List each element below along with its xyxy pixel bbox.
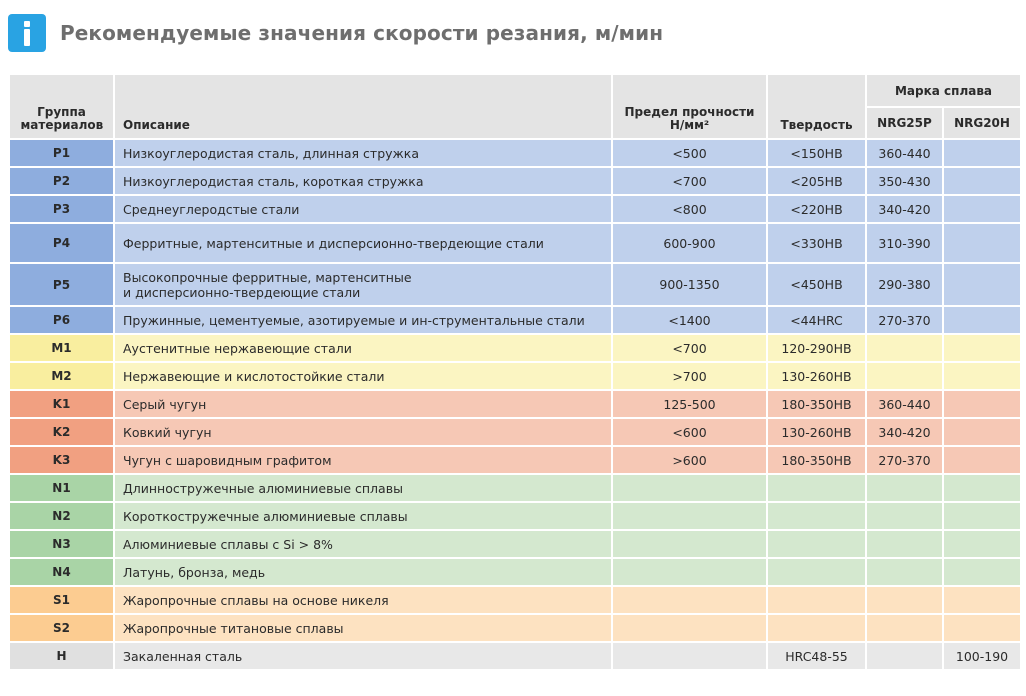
- group-code: M2: [10, 363, 113, 389]
- strength-value: <600: [613, 419, 766, 445]
- grade-nrg25p-value: 270-370: [867, 447, 942, 473]
- table-row: [10, 307, 1020, 333]
- hardness-value: <450HB: [768, 264, 865, 305]
- grade-nrg20h-value: [944, 140, 1020, 166]
- description: Длинностружечные алюминиевые сплавы: [115, 475, 611, 501]
- group-code: M1: [10, 335, 113, 361]
- description: Закаленная сталь: [115, 643, 611, 669]
- grade-nrg20h-value: [944, 307, 1020, 333]
- grade-nrg20h-value: [944, 419, 1020, 445]
- table-row: [10, 475, 1020, 501]
- grade-nrg20h-value: [944, 503, 1020, 529]
- description: Аустенитные нержавеющие стали: [115, 335, 611, 361]
- hardness-value: <205HB: [768, 168, 865, 194]
- strength-value: <500: [613, 140, 766, 166]
- description: Жаропрочные сплавы на основе никеля: [115, 587, 611, 613]
- strength-value: 600-900: [613, 224, 766, 262]
- description: Ковкий чугун: [115, 419, 611, 445]
- group-code: P2: [10, 168, 113, 194]
- header-grade-nrg20h: NRG20H: [944, 108, 1020, 138]
- hardness-value: <44HRC: [768, 307, 865, 333]
- grade-nrg20h-value: [944, 615, 1020, 641]
- group-code: N4: [10, 559, 113, 585]
- table-row: [10, 168, 1020, 194]
- hardness-value: 130-260HB: [768, 363, 865, 389]
- description: Серый чугун: [115, 391, 611, 417]
- strength-value: [613, 559, 766, 585]
- description: Чугун с шаровидным графитом: [115, 447, 611, 473]
- grade-nrg25p-value: 290-380: [867, 264, 942, 305]
- grade-nrg25p-value: 360-440: [867, 140, 942, 166]
- table-row: [10, 559, 1020, 585]
- group-code: K1: [10, 391, 113, 417]
- grade-nrg25p-value: 350-430: [867, 168, 942, 194]
- hardness-value: <330HB: [768, 224, 865, 262]
- grade-nrg20h-value: [944, 587, 1020, 613]
- hardness-value: [768, 475, 865, 501]
- hardness-value: <150HB: [768, 140, 865, 166]
- grade-nrg20h-value: [944, 264, 1020, 305]
- grade-nrg25p-value: [867, 475, 942, 501]
- table-row: [10, 224, 1020, 262]
- header-material-group: Группа материалов: [10, 75, 113, 138]
- grade-nrg25p-value: [867, 587, 942, 613]
- table-row: [10, 587, 1020, 613]
- table-row: [10, 264, 1020, 305]
- strength-value: >600: [613, 447, 766, 473]
- strength-value: 900-1350: [613, 264, 766, 305]
- grade-nrg20h-value: [944, 363, 1020, 389]
- strength-value: [613, 615, 766, 641]
- group-code: P4: [10, 224, 113, 262]
- hardness-value: [768, 531, 865, 557]
- hardness-value: 180-350HB: [768, 447, 865, 473]
- hardness-value: [768, 615, 865, 641]
- strength-value: [613, 587, 766, 613]
- grade-nrg25p-value: [867, 503, 942, 529]
- grade-nrg25p-value: [867, 643, 942, 669]
- grade-nrg20h-value: [944, 559, 1020, 585]
- grade-nrg20h-value: [944, 475, 1020, 501]
- group-code: P3: [10, 196, 113, 222]
- grade-nrg20h-value: 100-190: [944, 643, 1020, 669]
- group-code: P5: [10, 264, 113, 305]
- description: Ферритные, мартенситные и дисперсионно-твердеющие стали: [115, 224, 611, 262]
- grade-nrg20h-value: [944, 224, 1020, 262]
- table-row: [10, 615, 1020, 641]
- description: Жаропрочные титановые сплавы: [115, 615, 611, 641]
- group-code: P6: [10, 307, 113, 333]
- group-code: H: [10, 643, 113, 669]
- description: [115, 264, 611, 305]
- grade-nrg20h-value: [944, 168, 1020, 194]
- strength-value: [613, 643, 766, 669]
- grade-nrg20h-value: [944, 335, 1020, 361]
- info-icon: [8, 14, 46, 52]
- group-code: K3: [10, 447, 113, 473]
- strength-value: <1400: [613, 307, 766, 333]
- table-row: [10, 391, 1020, 417]
- grade-nrg25p-value: [867, 335, 942, 361]
- table-row: [10, 419, 1020, 445]
- strength-value: [613, 475, 766, 501]
- description: Низкоуглеродистая сталь, короткая стружка: [115, 168, 611, 194]
- table-row: [10, 643, 1020, 669]
- group-code: P1: [10, 140, 113, 166]
- grade-nrg20h-value: [944, 531, 1020, 557]
- hardness-value: [768, 559, 865, 585]
- description: Нержавеющие и кислотостойкие стали: [115, 363, 611, 389]
- grade-nrg25p-value: [867, 615, 942, 641]
- grade-nrg25p-value: 360-440: [867, 391, 942, 417]
- hardness-value: 180-350HB: [768, 391, 865, 417]
- strength-value: [613, 503, 766, 529]
- description: Короткостружечные алюминиевые сплавы: [115, 503, 611, 529]
- strength-value: <700: [613, 335, 766, 361]
- header-hardness: Твердость: [768, 75, 865, 138]
- strength-value: >700: [613, 363, 766, 389]
- description-line-2: и дисперсионно-твердеющие стали: [123, 284, 361, 300]
- header-grade-group: Марка сплава: [867, 75, 1020, 106]
- page-title: Рекомендуемые значения скорости резания, м/мин: [60, 21, 664, 45]
- grade-nrg25p-value: 270-370: [867, 307, 942, 333]
- group-code: S2: [10, 615, 113, 641]
- header-strength: Предел прочности Н/мм²: [613, 75, 766, 138]
- table-row: [10, 335, 1020, 361]
- description: Низкоуглеродистая сталь, длинная стружка: [115, 140, 611, 166]
- cutting-speed-table: [8, 73, 1022, 671]
- grade-nrg25p-value: [867, 531, 942, 557]
- header-grade-nrg25p: NRG25P: [867, 108, 942, 138]
- table-row: [10, 531, 1020, 557]
- group-code: S1: [10, 587, 113, 613]
- description: Алюминиевые сплавы с Si > 8%: [115, 531, 611, 557]
- hardness-value: HRC48-55: [768, 643, 865, 669]
- table-row: [10, 447, 1020, 473]
- description-line-1: Высокопрочные ферритные, мартенситные: [123, 269, 412, 285]
- hardness-value: [768, 587, 865, 613]
- grade-nrg25p-value: 340-420: [867, 196, 942, 222]
- grade-nrg20h-value: [944, 391, 1020, 417]
- hardness-value: 130-260HB: [768, 419, 865, 445]
- description: Латунь, бронза, медь: [115, 559, 611, 585]
- grade-nrg25p-value: [867, 363, 942, 389]
- table-row: [10, 503, 1020, 529]
- grade-nrg20h-value: [944, 196, 1020, 222]
- strength-value: <800: [613, 196, 766, 222]
- hardness-value: <220HB: [768, 196, 865, 222]
- grade-nrg20h-value: [944, 447, 1020, 473]
- group-code: K2: [10, 419, 113, 445]
- table-row: [10, 196, 1020, 222]
- grade-nrg25p-value: [867, 559, 942, 585]
- grade-nrg25p-value: 310-390: [867, 224, 942, 262]
- table-row: [10, 363, 1020, 389]
- grade-nrg25p-value: 340-420: [867, 419, 942, 445]
- strength-value: [613, 531, 766, 557]
- group-code: N1: [10, 475, 113, 501]
- page-header: [8, 14, 663, 52]
- table-row: [10, 140, 1020, 166]
- description: Среднеуглеродстые стали: [115, 196, 611, 222]
- header-description: Описание: [115, 75, 611, 138]
- hardness-value: [768, 503, 865, 529]
- group-code: N3: [10, 531, 113, 557]
- description: Пружинные, цементуемые, азотируемые и ин-струментальные стали: [115, 307, 611, 333]
- strength-value: <700: [613, 168, 766, 194]
- group-code: N2: [10, 503, 113, 529]
- strength-value: 125-500: [613, 391, 766, 417]
- hardness-value: 120-290HB: [768, 335, 865, 361]
